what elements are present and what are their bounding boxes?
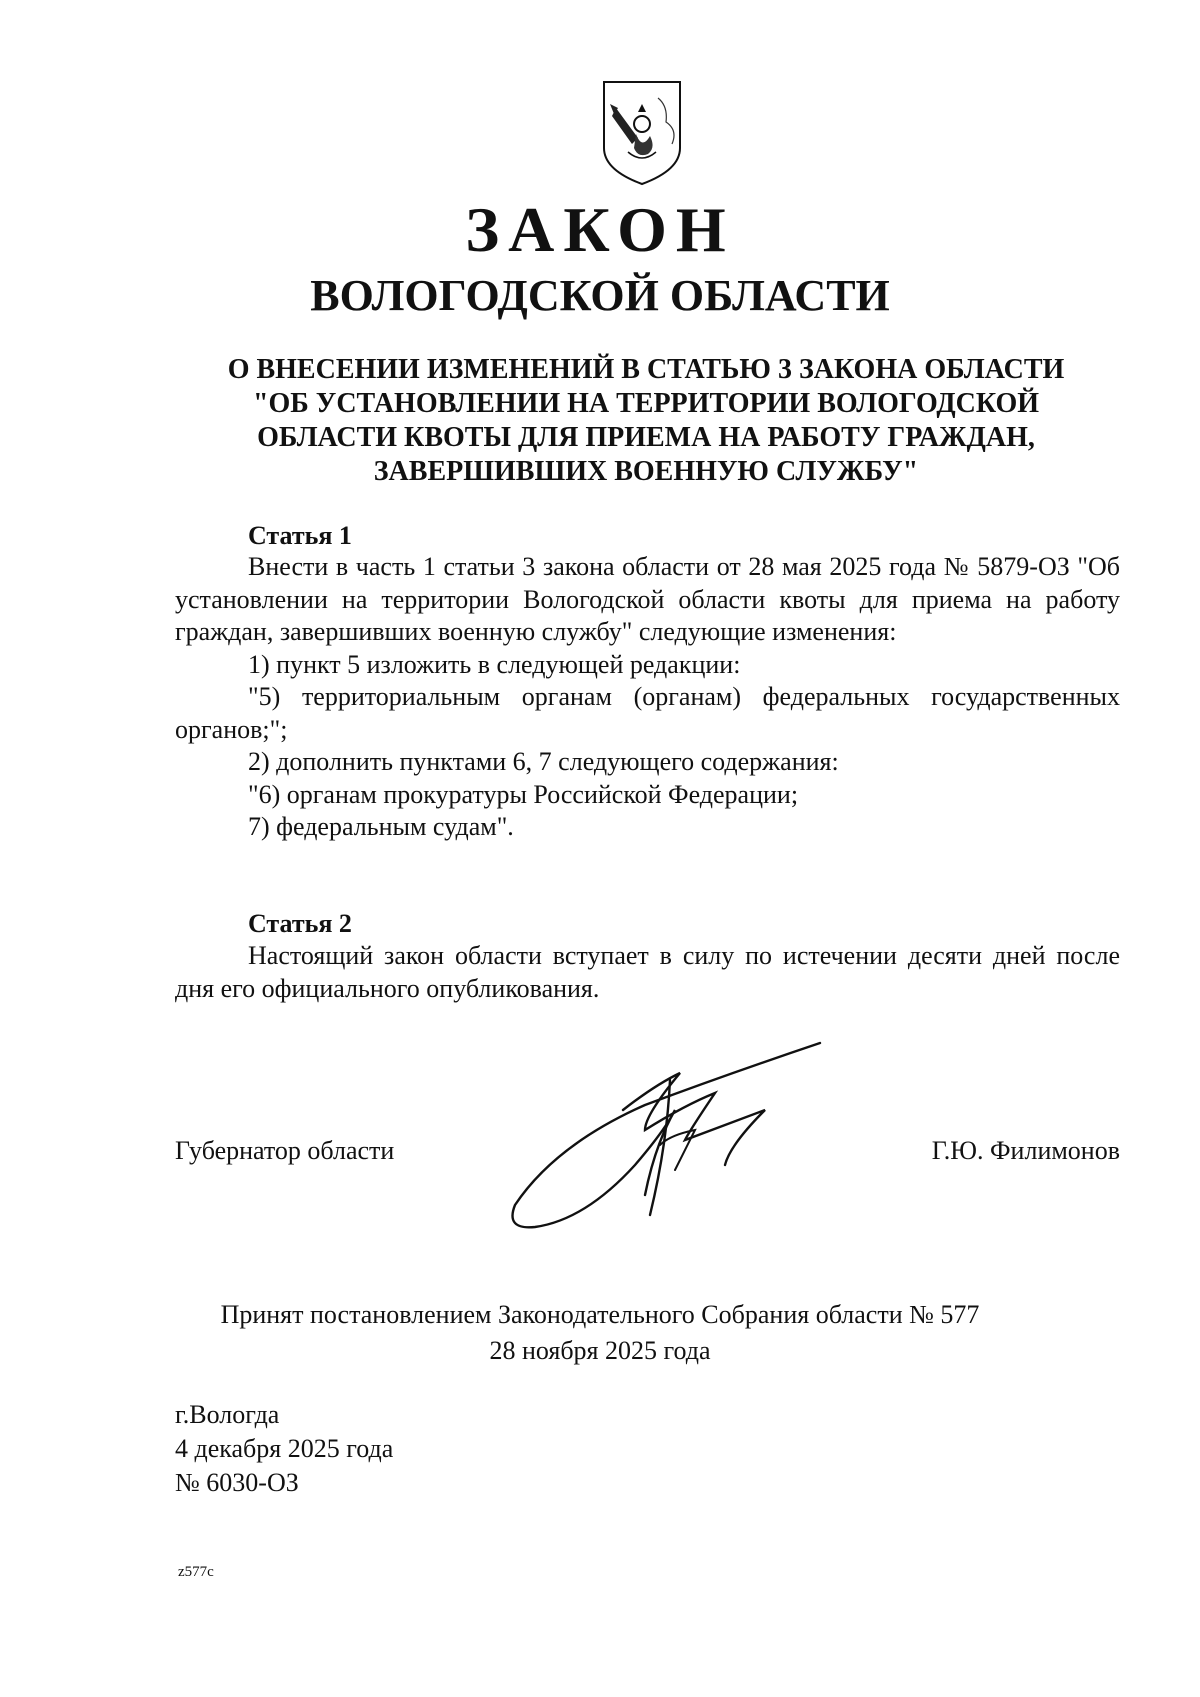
law-number: № 6030-ОЗ: [175, 1468, 299, 1497]
signing-date: 4 декабря 2025 года: [175, 1434, 394, 1463]
article-1-item-1: 1) пункт 5 изложить в следующей редакции:: [248, 649, 741, 679]
article-1-item-2-text-2: 7) федеральным судам".: [248, 812, 514, 841]
article-2-text: Настоящий закон области вступает в силу по истечении десяти дней после дня его официального опубликования.: [175, 941, 1120, 1003]
article-1-heading: Статья 1: [248, 521, 352, 550]
adoption-line: Принят постановлением Законодательного Собрания области № 577: [220, 1300, 980, 1329]
document-code: z577c: [178, 1564, 214, 1580]
region-title: ВОЛОГОДСКОЙ ОБЛАСТИ: [310, 271, 890, 320]
article-1-intro: Внести в часть 1 статьи 3 закона области от 28 мая 2025 года № 5879-ОЗ "Об установлении на территории Вологодской области квоты для приема на работу граждан, завершивших военную службу" следующие изменения:: [175, 552, 1120, 646]
place-date-number: [175, 1398, 393, 1500]
subject-line: ОБЛАСТИ КВОТЫ ДЛЯ ПРИЕМА НА РАБОТУ ГРАЖДАН,: [257, 422, 1035, 453]
handwritten-signature-icon: [495, 1035, 825, 1235]
article-1-item-2: 2) дополнить пунктами 6, 7 следующего содержания:: [248, 747, 839, 776]
vologda-coat-of-arms-icon: [598, 78, 686, 188]
subject-line: ЗАВЕРШИВШИХ ВОЕННУЮ СЛУЖБУ": [373, 456, 919, 487]
article-2-body: [175, 940, 1120, 1005]
article-1-item-2-text-1: "6) органам прокуратуры Российской Федерации;: [248, 779, 799, 809]
subject-line: "ОБ УСТАНОВЛЕНИИ НА ТЕРРИТОРИИ ВОЛОГОДСКОЙ: [252, 388, 1040, 419]
article-1-item-1-text: "5) территориальным органам (органам) федеральных государственных: [248, 682, 1120, 711]
article-2-heading: Статья 2: [248, 909, 352, 938]
article-1-item-1-text-cont: органов;";: [175, 714, 288, 744]
law-subject: [160, 353, 1132, 489]
law-title: ЗАКОН: [465, 194, 735, 265]
article-1-body: [175, 551, 1120, 844]
signer-position: Губернатор области: [175, 1136, 395, 1165]
subject-line: О ВНЕСЕНИИ ИЗМЕНЕНИЙ В СТАТЬЮ 3 ЗАКОНА ОБЛАСТИ: [227, 354, 1065, 385]
adoption-note: [0, 1297, 1200, 1369]
place: г.Вологда: [175, 1400, 280, 1429]
signer-name: Г.Ю. Филимонов: [931, 1136, 1120, 1165]
adoption-date: 28 ноября 2025 года: [489, 1336, 711, 1365]
